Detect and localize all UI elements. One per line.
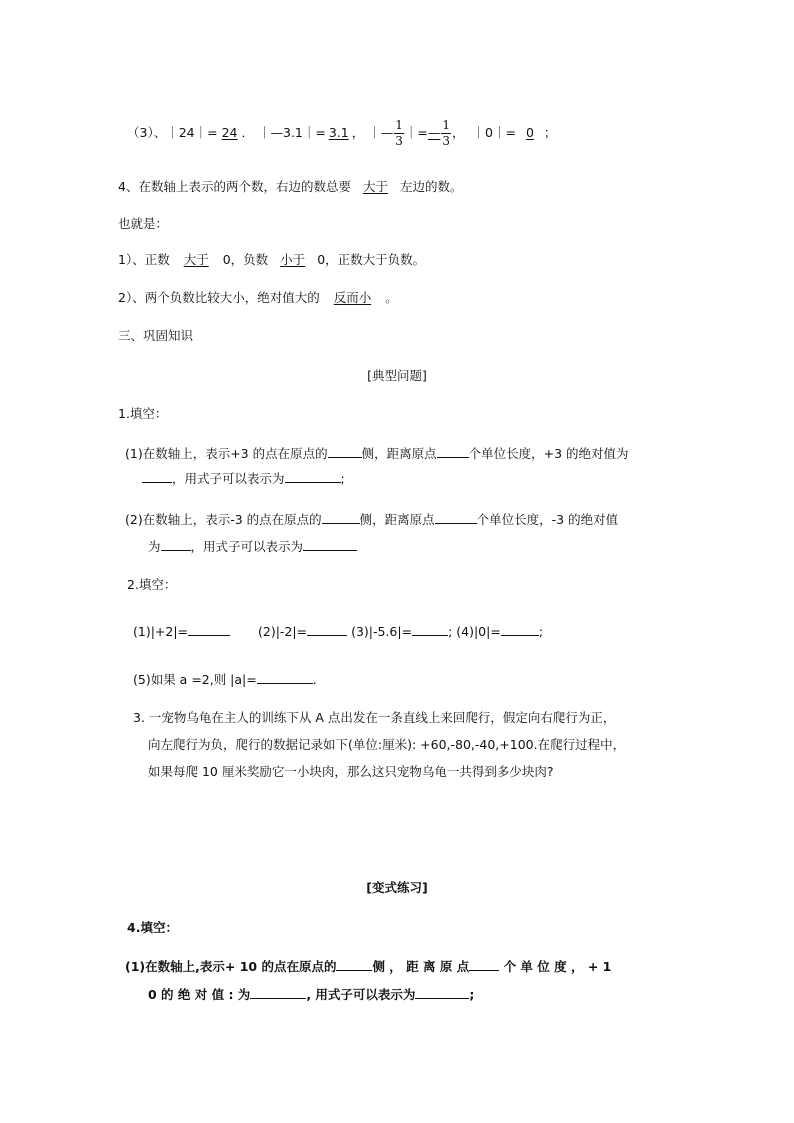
blank-side-minus3[interactable] [322, 510, 360, 524]
variant-practice-heading: [变式练习] [366, 880, 428, 895]
q2-part-5: (5)如果 a =2,则 |a|= . [133, 672, 317, 687]
blank-distance-plus3[interactable] [437, 444, 469, 458]
q1-part2-line2: 为 ，用式子可以表示为 [148, 537, 357, 556]
blank-abs-minus2[interactable] [307, 622, 347, 636]
answer-neg-one-third: — $\frac{1}{3}$ [427, 118, 451, 148]
answer-3-1: 3.1 [328, 125, 349, 140]
blank-abs-plus2[interactable] [188, 622, 230, 636]
number-line-rule: 4、在数轴上表示的两个数，右边的数总要 大于 左边的数。 [118, 179, 463, 194]
question-1-label: 1.填空： [118, 406, 168, 421]
rule-1: 1）、正数 大于 0，负数 小于 0，正数大于负数。 [118, 252, 426, 267]
section-3-title: 三、巩固知识 [118, 328, 194, 343]
blank-side-plus10[interactable] [336, 957, 372, 971]
abs-value-examples-line: （3）、｜24｜= 24 ． ｜—3.1｜= 3.1 ， ｜— $\frac{1}{3}$ ｜=— $\frac{1}{3}$ ， ｜0｜= 0 ； [127, 118, 557, 148]
blank-expression-plus3[interactable] [285, 469, 341, 483]
that-is-label: 也就是： [118, 216, 169, 231]
item-prefix: （3）、 [127, 125, 167, 140]
rule-2: 2）、两个负数比较大小，绝对值大的 反而小 。 [118, 290, 398, 305]
blank-side-plus3[interactable] [328, 444, 362, 458]
question-3-line3: 如果每爬 10 厘米奖励它一小块肉，那么这只宠物乌龟一共得到多少块肉? [148, 764, 554, 779]
blank-abs-minus3[interactable] [161, 537, 191, 551]
q1-part1-line2: ，用式子可以表示为 ; [142, 469, 345, 488]
question-3-line2: 向左爬行为负，爬行的数据记录如下(单位:厘米): +60,-80,-40,+100.在爬行过程中， [148, 737, 626, 752]
q4-part1-line2: 0 的 绝 对 值 : 为 , 用式子可以表示为 ; [148, 987, 475, 1002]
q1-part1-line1: (1)在数轴上，表示+3 的点在原点的 侧，距离原点 个单位长度，+3 的绝对值为 [125, 446, 629, 461]
blank-abs-zero[interactable] [501, 622, 539, 636]
fraction-one-third: $\frac{1}{3}$ [395, 118, 403, 148]
blank-expression-minus3[interactable] [303, 537, 357, 551]
q1-part2-line1: (2)在数轴上，表示-3 的点在原点的 侧，距离原点 个单位长度，-3 的绝对值 [125, 512, 619, 527]
blank-distance-minus3[interactable] [435, 510, 477, 524]
blank-distance-plus10[interactable] [469, 957, 499, 971]
answer-instead-smaller: 反而小 [333, 290, 372, 305]
q2-parts-1-4: (1)|+2|= (2)|-2|= (3)|-5.6|= ; (4)|0|= ; [133, 624, 544, 639]
q4-part1-line1: (1)在数轴上,表示+ 10 的点在原点的 侧 ， 距 离 原 点 个 单 位 度 ， + 1 [125, 959, 612, 974]
question-4-label: 4.填空： [127, 920, 178, 935]
answer-24: 24 [221, 125, 238, 140]
question-3-line1: 3. 一宠物乌龟在主人的训练下从 A 点出发在一条直线上来回爬行，假定向右爬行为正， [133, 710, 616, 725]
answer-0: 0 [525, 125, 534, 140]
blank-abs-plus10[interactable] [250, 985, 306, 999]
blank-expression-plus10[interactable] [415, 985, 469, 999]
fraction-one-third-answer: $\frac{1}{3}$ [442, 118, 451, 148]
blank-abs-a[interactable] [257, 670, 313, 684]
blank-abs-plus3[interactable] [142, 469, 172, 483]
answer-positive-greater: 大于 [183, 252, 209, 267]
question-2-label: 2.填空： [127, 577, 177, 592]
blank-abs-minus5-6[interactable] [412, 622, 448, 636]
answer-greater: 大于 [362, 179, 388, 194]
answer-negative-less: 小于 [280, 252, 306, 267]
typical-problems-heading: [典型问题] [367, 368, 427, 383]
